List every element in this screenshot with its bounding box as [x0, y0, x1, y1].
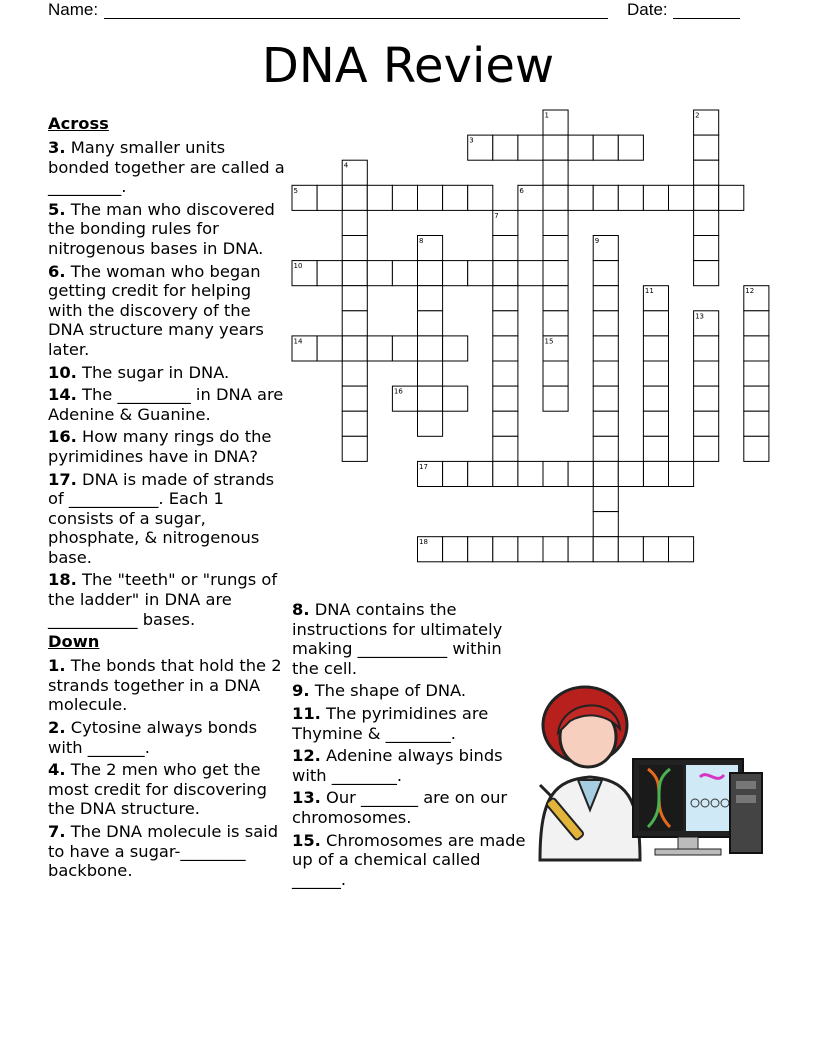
crossword-cell[interactable]	[418, 386, 443, 411]
crossword-number: 9	[594, 237, 600, 245]
clue-down: 11. The pyrimidines are Thymine & ________.	[292, 703, 489, 743]
crossword-number: 8	[419, 237, 424, 245]
crossword-number: 10	[293, 262, 303, 271]
crossword-cell[interactable]	[694, 185, 719, 210]
crossword-cell[interactable]	[643, 185, 668, 210]
crossword-cell[interactable]	[367, 261, 392, 286]
crossword-cell[interactable]	[744, 336, 769, 361]
crossword-cell[interactable]	[694, 336, 719, 361]
crossword-cell[interactable]	[543, 210, 568, 235]
clue-across: 14. The _________ in DNA are Adenine & Guanine.	[48, 385, 284, 424]
crossword-number: 13	[695, 312, 705, 321]
clue-down: 13. Our _______ are on our chromosomes.	[292, 788, 508, 827]
crossword-cell[interactable]	[694, 160, 719, 185]
crossword-cell[interactable]	[342, 336, 367, 361]
crossword-cell[interactable]	[493, 386, 518, 411]
crossword-cell[interactable]	[543, 236, 568, 261]
page-title: DNA Review	[261, 38, 555, 94]
crossword-cell[interactable]	[342, 286, 367, 311]
crossword-cell[interactable]	[418, 411, 443, 436]
crossword-cell[interactable]	[694, 436, 719, 461]
crossword-cell[interactable]	[493, 261, 518, 286]
crossword-cell[interactable]	[443, 336, 468, 361]
down-heading: Down	[48, 632, 100, 652]
crossword-cell[interactable]	[643, 336, 668, 361]
crossword-cell[interactable]	[518, 261, 543, 286]
crossword-cell[interactable]	[694, 261, 719, 286]
clue-across: 3. Many smaller units bonded together are called a _________.	[48, 138, 285, 197]
crossword-cell[interactable]	[643, 311, 668, 336]
crossword-cell[interactable]	[543, 461, 568, 486]
clue-down: 15. Chromosomes are made up of a chemical called ______.	[292, 830, 526, 889]
clue-down: 8. DNA contains the instructions for ultimately making ___________ within the cell.	[292, 600, 503, 678]
crossword-cell[interactable]	[543, 286, 568, 311]
crossword-number: 2	[695, 111, 700, 120]
scientist-illustration	[530, 685, 770, 865]
crossword-cell[interactable]	[418, 336, 443, 361]
clue-column-right	[292, 600, 527, 892]
crossword-number: 7	[494, 211, 499, 220]
crossword-cell[interactable]	[694, 210, 719, 235]
crossword-cell[interactable]	[543, 537, 568, 562]
crossword-cell[interactable]	[543, 361, 568, 386]
crossword-cell[interactable]	[593, 461, 618, 486]
crossword-cell[interactable]	[694, 135, 719, 160]
date-label: Date:	[627, 0, 668, 19]
crossword-cell[interactable]	[618, 461, 643, 486]
crossword-cell[interactable]	[669, 185, 694, 210]
clue-down: 2. Cytosine always bonds with _______.	[48, 718, 258, 757]
crossword-cell[interactable]	[593, 336, 618, 361]
crossword-cell[interactable]	[568, 537, 593, 562]
crossword-cell[interactable]	[443, 261, 468, 286]
crossword-cell[interactable]	[593, 487, 618, 512]
crossword-cell[interactable]	[593, 135, 618, 160]
crossword-number: 1	[544, 111, 549, 120]
crossword-cell[interactable]	[543, 386, 568, 411]
across-heading: Across	[48, 114, 109, 133]
crossword-cell[interactable]	[643, 537, 668, 562]
crossword-number: 16	[393, 387, 403, 396]
clue-across: 5. The man who discovered the bonding rules for nitrogenous bases in DNA.	[48, 199, 275, 258]
crossword-cell[interactable]	[744, 386, 769, 411]
crossword-number: 6	[519, 186, 524, 195]
crossword-cell[interactable]	[392, 261, 417, 286]
crossword-cell[interactable]	[493, 436, 518, 461]
crossword-cell[interactable]	[342, 236, 367, 261]
crossword-number: 17	[419, 462, 428, 471]
clue-across: 16. How many rings do the pyrimidines have in DNA?	[48, 427, 272, 466]
crossword-cell[interactable]	[643, 436, 668, 461]
crossword-cell[interactable]	[443, 461, 468, 486]
crossword-number: 4	[343, 161, 349, 170]
clue-down: 1. The bonds that hold the 2 strands together in a DNA molecule.	[48, 656, 282, 715]
crossword-cell[interactable]	[418, 311, 443, 336]
crossword-cell[interactable]	[342, 261, 367, 286]
crossword-cell[interactable]	[468, 261, 493, 286]
crossword-cell[interactable]	[367, 185, 392, 210]
clue-across: 10. The sugar in DNA.	[48, 362, 230, 382]
crossword-cell[interactable]	[317, 185, 342, 210]
crossword-cell[interactable]	[392, 185, 417, 210]
crossword-cell[interactable]	[694, 361, 719, 386]
crossword-cell[interactable]	[342, 311, 367, 336]
crossword-cell[interactable]	[367, 336, 392, 361]
crossword-cell[interactable]	[568, 135, 593, 160]
crossword-cell[interactable]	[593, 185, 618, 210]
crossword-cell[interactable]	[618, 537, 643, 562]
crossword-cell[interactable]	[593, 261, 618, 286]
crossword-cell[interactable]	[342, 210, 367, 235]
crossword-cell[interactable]	[493, 336, 518, 361]
crossword-number: 14	[293, 337, 303, 346]
crossword-cell[interactable]	[443, 537, 468, 562]
crossword-cell[interactable]	[518, 461, 543, 486]
clue-down: 9. The shape of DNA.	[292, 681, 467, 701]
crossword-cell[interactable]	[342, 411, 367, 436]
crossword-cell[interactable]	[418, 361, 443, 386]
crossword-cell[interactable]	[418, 261, 443, 286]
clue-down: 12. Adenine always binds with ________.	[292, 746, 503, 785]
crossword-cell[interactable]	[493, 411, 518, 436]
crossword-cell[interactable]	[342, 436, 367, 461]
crossword-cell[interactable]	[719, 185, 744, 210]
clue-down: 4. The 2 men who get the most credit for discovering the DNA structure.	[48, 760, 267, 819]
crossword-cell[interactable]	[468, 461, 493, 486]
crossword-cell[interactable]	[593, 411, 618, 436]
crossword-cell[interactable]	[593, 311, 618, 336]
crossword-cell[interactable]	[543, 311, 568, 336]
crossword-cell[interactable]	[618, 185, 643, 210]
crossword-cell[interactable]	[568, 461, 593, 486]
crossword-cell[interactable]	[643, 411, 668, 436]
crossword-cell[interactable]	[418, 286, 443, 311]
crossword-cell[interactable]	[443, 386, 468, 411]
crossword-cell[interactable]	[543, 185, 568, 210]
crossword-cell[interactable]	[468, 185, 493, 210]
crossword-cell[interactable]	[543, 135, 568, 160]
crossword-cell[interactable]	[744, 311, 769, 336]
crossword-cell[interactable]	[418, 185, 443, 210]
crossword-cell[interactable]	[643, 386, 668, 411]
crossword-cell[interactable]	[669, 461, 694, 486]
crossword-cell[interactable]	[493, 286, 518, 311]
crossword-cell[interactable]	[493, 311, 518, 336]
crossword-cell[interactable]	[568, 185, 593, 210]
clue-down: 7. The DNA molecule is said to have a sugar-________ backbone.	[48, 822, 279, 881]
crossword-cell[interactable]	[593, 537, 618, 562]
clue-column-left	[48, 114, 288, 884]
crossword-cell[interactable]	[317, 336, 342, 361]
crossword-cell[interactable]	[593, 386, 618, 411]
crossword-cell[interactable]	[643, 461, 668, 486]
clue-across: 17. DNA is made of strands of ___________. Each 1 consists of a sugar, phosphate, & nitrogenous base.	[48, 469, 275, 567]
crossword-cell[interactable]	[694, 411, 719, 436]
crossword-cell[interactable]	[618, 135, 643, 160]
crossword-cell[interactable]	[493, 135, 518, 160]
crossword-number: 11	[644, 287, 654, 296]
clue-across: 6. The woman who began getting credit for helping with the discovery of the DNA structure many years later.	[48, 261, 264, 359]
crossword-cell[interactable]	[593, 286, 618, 311]
crossword-cell[interactable]	[493, 361, 518, 386]
crossword-cell[interactable]	[744, 411, 769, 436]
crossword-cell[interactable]	[744, 361, 769, 386]
crossword-cell[interactable]	[543, 261, 568, 286]
name-label: Name:	[48, 0, 99, 19]
crossword-cell[interactable]	[694, 386, 719, 411]
crossword-cell[interactable]	[694, 236, 719, 261]
crossword-cell[interactable]	[392, 336, 417, 361]
crossword-cell[interactable]	[317, 261, 342, 286]
crossword-cell[interactable]	[468, 537, 493, 562]
crossword-number: 18	[419, 538, 428, 547]
crossword-cell[interactable]	[744, 436, 769, 461]
crossword-cell[interactable]	[342, 185, 367, 210]
crossword-cell[interactable]	[593, 512, 618, 537]
crossword-cell[interactable]	[342, 361, 367, 386]
crossword-cell[interactable]	[493, 236, 518, 261]
crossword-cell[interactable]	[518, 537, 543, 562]
clue-across: 18. The "teeth" or "rungs of the ladder" in DNA are ___________ bases.	[48, 570, 278, 629]
crossword-number: 12	[745, 287, 755, 296]
crossword-cell[interactable]	[669, 537, 694, 562]
crossword-number: 15	[544, 337, 554, 346]
crossword-cell[interactable]	[643, 361, 668, 386]
crossword-number: 5	[293, 186, 298, 195]
crossword-cell[interactable]	[593, 436, 618, 461]
crossword-cell[interactable]	[593, 361, 618, 386]
crossword-cell[interactable]	[443, 185, 468, 210]
crossword-cell[interactable]	[493, 461, 518, 486]
crossword-cell[interactable]	[342, 386, 367, 411]
crossword-cell[interactable]	[493, 537, 518, 562]
crossword-cell[interactable]	[543, 160, 568, 185]
crossword-cell[interactable]	[518, 135, 543, 160]
crossword-number: 3	[469, 136, 474, 145]
